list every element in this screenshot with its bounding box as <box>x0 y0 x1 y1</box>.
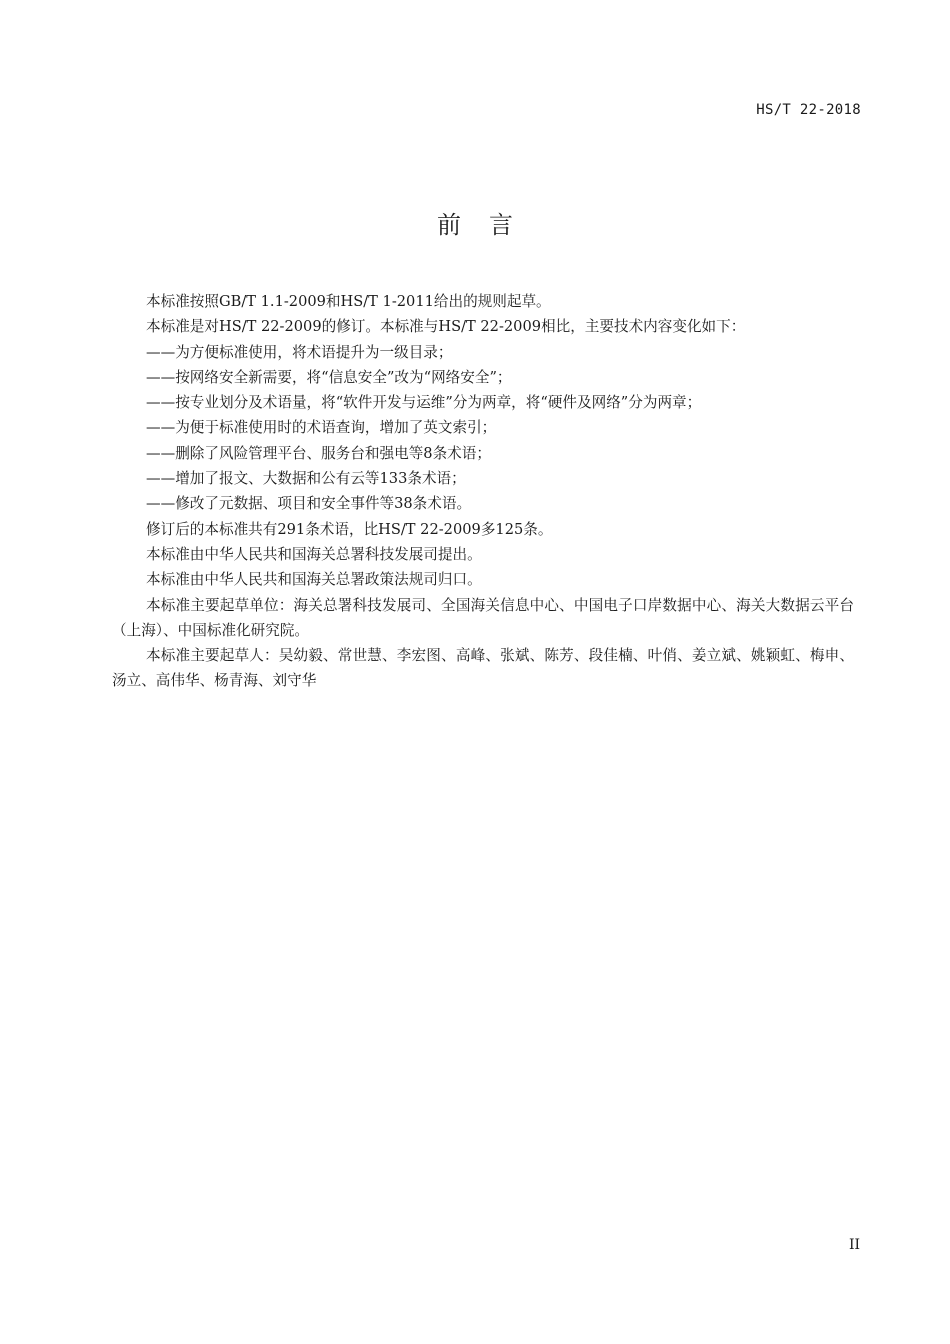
change-list-item: ——增加了报文、大数据和公有云等133条术语； <box>146 470 466 488</box>
drafting-units-paragraph: 本标准主要起草单位：海关总署科技发展司、全国海关信息中心、中国电子口岸数据中心、海关大数据云平台（上海）、中国标准化研究院。 <box>112 596 854 639</box>
page-number: II <box>848 1237 860 1253</box>
paragraph: 本标准是对HS/T 22-2009的修订。本标准与HS/T 22-2009相比，主要技术内容变化如下： <box>146 318 746 336</box>
foreword-body <box>112 289 854 694</box>
standard-code-header: HS/T 22-2018 <box>756 102 861 118</box>
paragraph: 本标准按照GB/T 1.1-2009和HS/T 1-2011给出的规则起草。 <box>146 293 551 310</box>
paragraph: 修订后的本标准共有291条术语，比HS/T 22-2009多125条。 <box>146 520 553 538</box>
paragraph: 本标准由中华人民共和国海关总署科技发展司提出。 <box>146 545 482 563</box>
page-title: 前言 <box>437 211 541 239</box>
change-list-item: ——为方便标准使用，将术语提升为一级目录； <box>146 343 453 361</box>
change-list-item: ——修改了元数据、项目和安全事件等38条术语。 <box>146 495 472 513</box>
change-list-item: ——删除了风险管理平台、服务台和强电等8条术语； <box>146 444 491 462</box>
change-list-item: ——按网络安全新需要，将“信息安全”改为“网络安全”； <box>146 368 512 386</box>
change-list-item: ——为便于标准使用时的术语查询，增加了英文索引； <box>146 419 497 437</box>
paragraph: 本标准由中华人民共和国海关总署政策法规司归口。 <box>146 571 482 589</box>
drafters-paragraph: 本标准主要起草人：吴幼毅、常世慧、李宏图、高峰、张斌、陈芳、段佳楠、叶俏、姜立斌、姚颖虹、梅申、汤立、高伟华、杨青海、刘守华 <box>112 647 854 690</box>
change-list-item: ——按专业划分及术语量，将“软件开发与运维”分为两章，将“硬件及网络”分为两章； <box>146 394 702 412</box>
